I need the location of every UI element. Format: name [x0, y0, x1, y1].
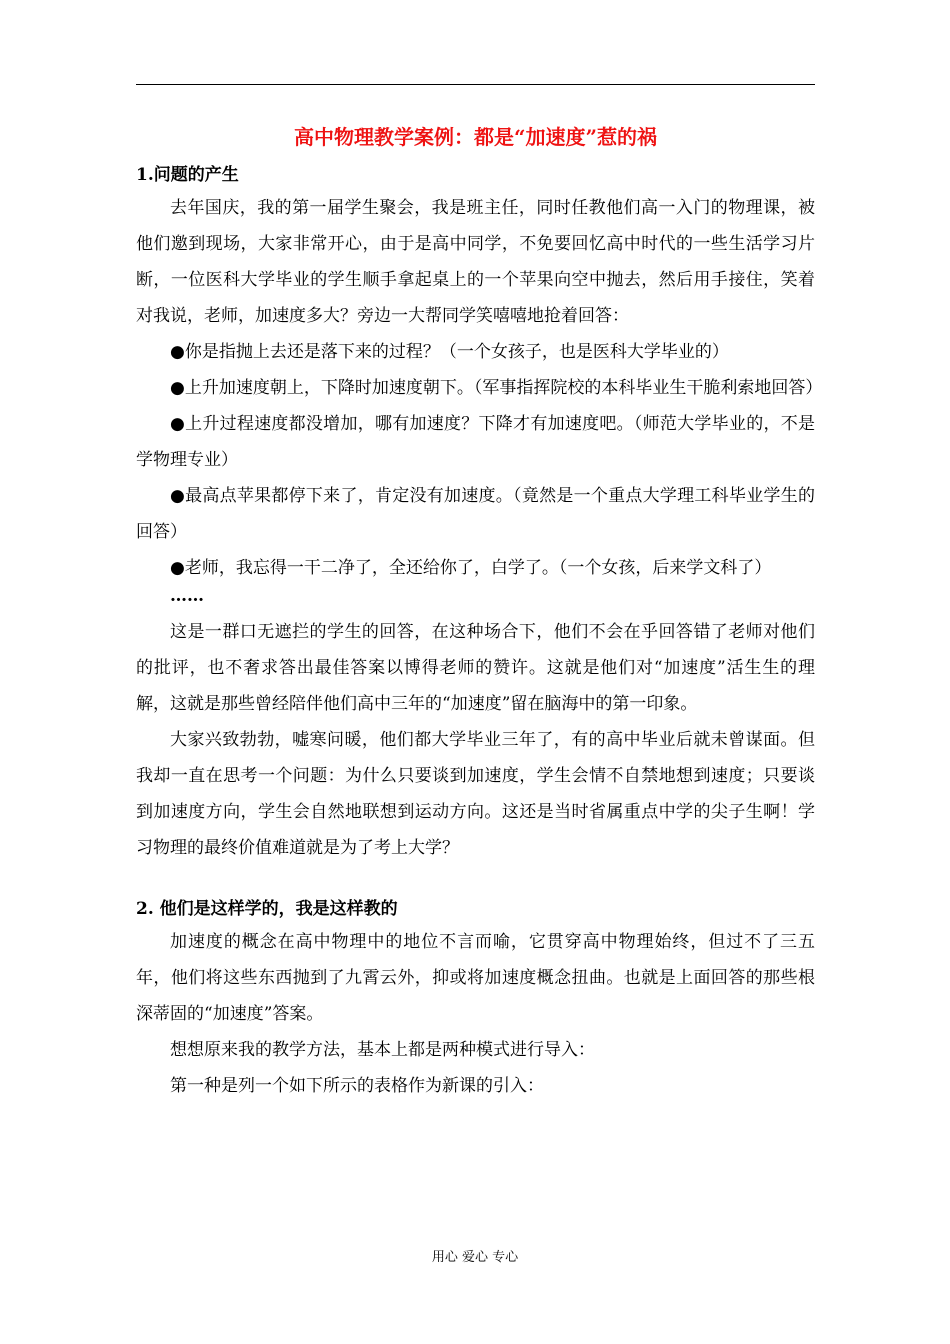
section-2-paragraph: 加速度的概念在高中物理中的地位不言而喻，它贯穿高中物理始终，但过不了三五年，他们将这些东西抛到了九霄云外，抑或将加速度概念扭曲。也就是上面回答的那些根深蒂固的“加速度”答案。 — [136, 932, 815, 1024]
page-footer: 用心 爱心 专心 — [431, 1250, 519, 1265]
section-2-paragraph: 第一种是列一个如下所示的表格作为新课的引入： — [170, 1076, 544, 1096]
document-title: 高中物理教学案例：都是“加速度”惹的祸 — [293, 125, 657, 149]
header-rule — [136, 84, 815, 85]
section-2-paragraph: 想想原来我的教学方法，基本上都是两种模式进行导入： — [170, 1040, 595, 1060]
ellipsis: …… — [170, 586, 204, 606]
answer-bullet: ●上升过程速度都没增加，哪有加速度？下降才有加速度吧。（师范大学毕业的，不是学物理专业） — [136, 414, 815, 470]
answer-bullet: ●老师，我忘得一干二净了，全还给你了，白学了。（一个女孩，后来学文科了） — [170, 558, 772, 578]
answer-bullet: ●上升加速度朝上，下降时加速度朝下。（军事指挥院校的本科毕业生干脆利索地回答） — [170, 378, 823, 398]
answer-bullet: ●你是指抛上去还是落下来的过程？（一个女孩子，也是医科大学毕业的） — [170, 342, 729, 362]
section-gap — [136, 866, 815, 894]
section-1-paragraph: 这是一群口无遮拦的学生的回答，在这种场合下，他们不会在乎回答错了老师对他们的批评，也不奢求答出最佳答案以博得老师的赞许。这就是他们对“加速度”活生生的理解，这就是那些曾经陪伴他们高中三年的“加速度”留在脑海中的第一印象。 — [136, 622, 815, 714]
section-1-heading: 1.问题的产生 — [136, 165, 239, 185]
section-1-paragraph: 去年国庆，我的第一届学生聚会，我是班主任，同时任教他们高一入门的物理课，被他们邀到现场，大家非常开心，由于是高中同学，不免要回忆高中时代的一些生活学习片断，一位医科大学毕业的学生顺手拿起桌上的一个苹果向空中抛去，然后用手接住，笑着对我说，老师，加速度多大？旁边一大帮同学笑嘻嘻地抢着回答： — [136, 198, 815, 326]
section-1-paragraph: 大家兴致勃勃，嘘寒问暖，他们都大学毕业三年了，有的高中毕业后就未曾谋面。但我却一直在思考一个问题：为什么只要谈到加速度，学生会情不自禁地想到速度；只要谈到加速度方向，学生会自然地联想到运动方向。这还是当时省属重点中学的尖子生啊！学习物理的最终价值难道就是为了考上大学？ — [136, 730, 815, 858]
answer-bullet: ●最高点苹果都停下来了，肯定没有加速度。（竟然是一个重点大学理工科毕业学生的回答） — [136, 486, 815, 542]
document-page — [136, 118, 823, 1104]
section-2-heading: 2. 他们是这样学的，我是这样教的 — [136, 899, 398, 919]
